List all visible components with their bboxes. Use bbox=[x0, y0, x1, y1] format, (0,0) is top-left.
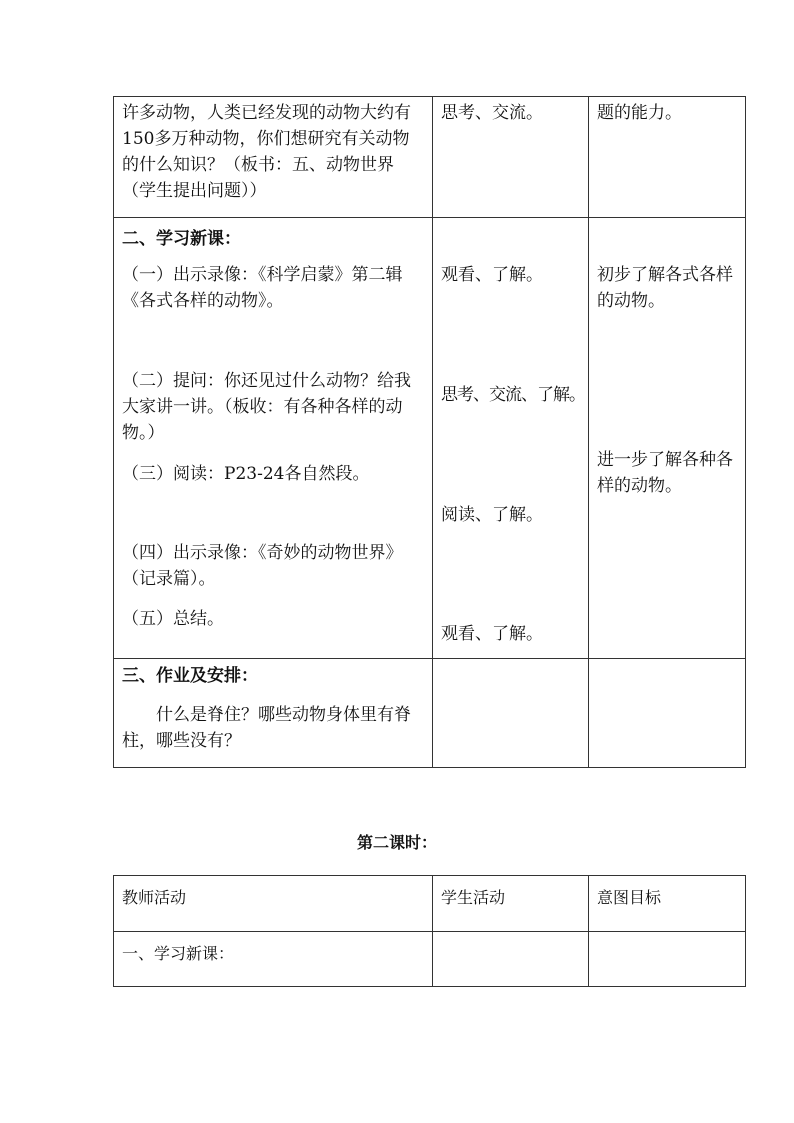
intro-student-text: 思考、交流。 bbox=[441, 103, 543, 123]
intro-intent-text: 题的能力。 bbox=[597, 103, 682, 123]
new-lesson-heading-2: 一、学习新课： bbox=[122, 944, 235, 963]
lesson-2-title: 第二课时： bbox=[356, 833, 437, 852]
student-response-1: 观看、了解。 bbox=[441, 265, 543, 285]
student-activity-cell bbox=[433, 218, 589, 659]
intent-cell bbox=[589, 218, 746, 659]
step-3-text: （三）阅读：P23-24各自然段。 bbox=[122, 464, 370, 484]
step-1-text: （一）出示录像：《科学启蒙》第二辑《各式各样的动物》。 bbox=[122, 265, 403, 311]
teacher-activity-cell bbox=[114, 218, 433, 659]
intent-1-text: 初步了解各式各样的动物。 bbox=[597, 265, 733, 311]
teacher-activity-cell bbox=[114, 932, 433, 987]
student-response-4: 观看、了解。 bbox=[441, 624, 543, 644]
lesson-plan-table-2 bbox=[113, 875, 746, 987]
intent-cell bbox=[589, 932, 746, 987]
homework-text: 什么是脊住？哪些动物身体里有脊柱，哪些没有？ bbox=[122, 705, 411, 751]
student-activity-cell bbox=[433, 659, 589, 768]
intent-cell bbox=[589, 659, 746, 768]
student-activity-cell bbox=[433, 97, 589, 218]
table-row-homework bbox=[114, 659, 746, 768]
step-5-text: （五）总结。 bbox=[122, 609, 224, 629]
header-teacher-activity: 教师活动 bbox=[114, 876, 433, 932]
step-4-text: （四）出示录像：《奇妙的动物世界》（记录篇）。 bbox=[122, 543, 403, 589]
homework-heading: 三、作业及安排： bbox=[122, 666, 258, 686]
header-student-activity: 学生活动 bbox=[433, 876, 589, 932]
teacher-activity-cell bbox=[114, 659, 433, 768]
teacher-activity-cell bbox=[114, 97, 433, 218]
table-row-intro bbox=[114, 97, 746, 218]
student-response-2: 思考、交流、了解。 bbox=[441, 385, 585, 405]
student-activity-cell bbox=[433, 932, 589, 987]
table-header-row bbox=[114, 876, 746, 932]
header-intent: 意图目标 bbox=[589, 876, 746, 932]
intro-teacher-text: 许多动物，人类已经发现的动物大约有150多万种动物，你们想研究有关动物的什么知识？（板书：五、动物世界（学生提出问题）） bbox=[122, 103, 411, 201]
lesson-plan-table-1 bbox=[113, 96, 746, 768]
new-lesson-heading: 二、学习新课： bbox=[122, 229, 241, 249]
student-response-3: 阅读、了解。 bbox=[441, 505, 543, 525]
table-row-new-lesson bbox=[114, 218, 746, 659]
intent-cell bbox=[589, 97, 746, 218]
intent-2-text: 进一步了解各种各样的动物。 bbox=[597, 450, 733, 496]
table-row bbox=[114, 932, 746, 987]
step-2-text: （二）提问：你还见过什么动物？给我大家讲一讲。（板收：有各种各样的动物。） bbox=[122, 371, 411, 443]
